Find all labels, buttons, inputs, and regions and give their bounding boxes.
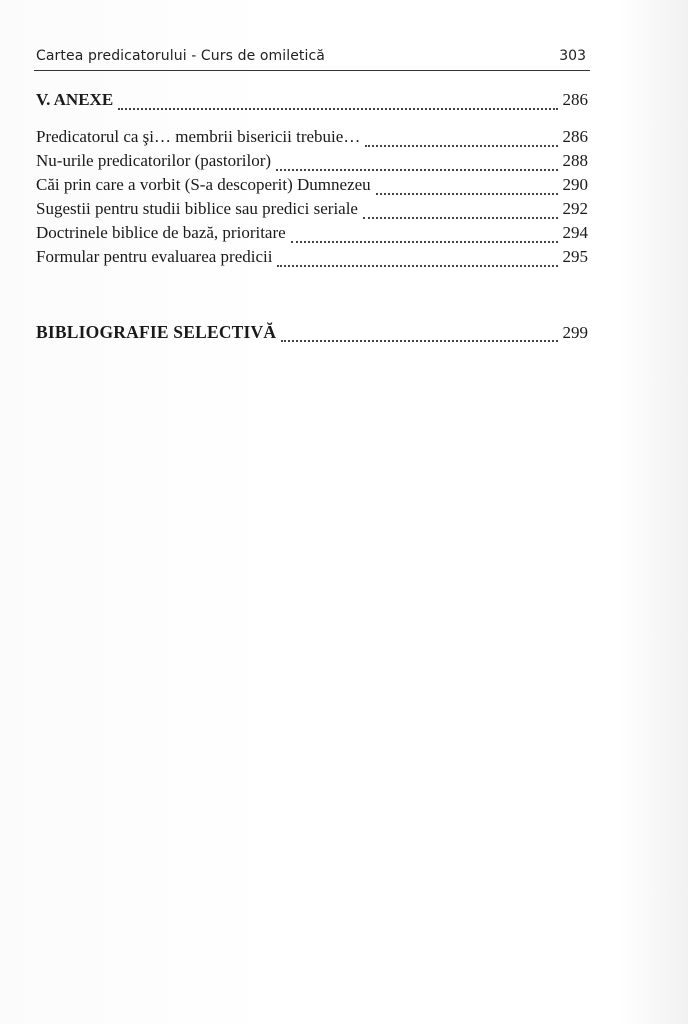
- toc-page-number: 290: [562, 175, 588, 194]
- toc-section-label: V. ANEXE: [36, 90, 114, 109]
- toc-entry: [36, 127, 588, 151]
- toc-entry: [36, 223, 588, 247]
- toc-entry-label: Sugestii pentru studii biblice sau predici seriale: [36, 199, 358, 218]
- dot-leader: [376, 176, 558, 195]
- toc-entry-list: [36, 127, 588, 271]
- toc-entry-label: Predicatorul ca şi… membrii bisericii trebuie…: [36, 127, 361, 146]
- toc-section-heading: [36, 90, 588, 114]
- toc-page-number: 292: [562, 199, 588, 218]
- toc-entry-label: Doctrinele biblice de bază, prioritare: [36, 223, 286, 242]
- toc-entry-label: Căi prin care a vorbit (S-a descoperit) Dumnezeu: [36, 175, 371, 194]
- toc-page-number: 288: [562, 151, 588, 170]
- dot-leader: [281, 323, 557, 342]
- header-rule: [34, 70, 590, 71]
- toc-section-anexe: [36, 90, 588, 114]
- dot-leader: [118, 91, 557, 110]
- running-header-title: Cartea predicatorului - Curs de omiletică: [36, 48, 325, 64]
- dot-leader: [277, 248, 557, 267]
- toc-entry-label: Formular pentru evaluarea predicii: [36, 247, 273, 266]
- running-header: [36, 46, 588, 68]
- toc-page-number: 286: [562, 90, 588, 109]
- toc-entry: [36, 151, 588, 175]
- toc-page-number: 294: [562, 223, 588, 242]
- page-number: 303: [559, 48, 586, 64]
- dot-leader: [363, 200, 558, 219]
- dot-leader: [365, 128, 557, 147]
- dot-leader: [291, 224, 558, 243]
- toc-section-bibliography: [36, 322, 588, 346]
- toc-page-number: 286: [562, 127, 588, 146]
- toc-page-number: 299: [562, 323, 588, 342]
- toc-entry: [36, 175, 588, 199]
- toc-entry: [36, 199, 588, 223]
- toc-entry-label: Nu-urile predicatorilor (pastorilor): [36, 151, 272, 170]
- toc-entry: [36, 247, 588, 271]
- toc-page-number: 295: [562, 247, 588, 266]
- dot-leader: [276, 152, 557, 171]
- toc-section-label: BIBLIOGRAFIE SELECTIVĂ: [36, 322, 277, 342]
- toc-section-heading: [36, 322, 588, 346]
